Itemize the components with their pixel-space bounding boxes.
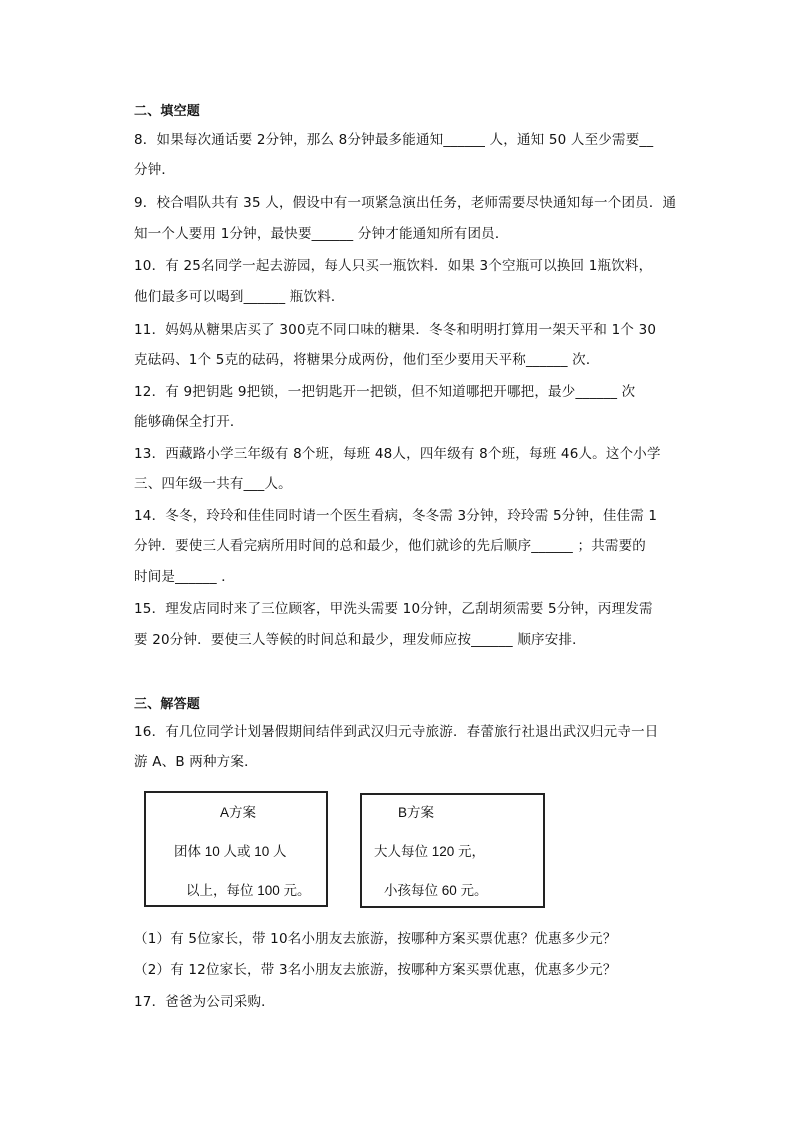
- question-16-line-2: 游 A、B 两种方案．: [134, 754, 258, 770]
- plan-b-box: [360, 793, 545, 908]
- question-15-line-2: 要 20分钟．要使三人等候的时间总和最少，理发师应按______ 顺序安排．: [134, 632, 586, 648]
- plan-a-title: A方案: [220, 805, 257, 820]
- question-8-line-2: 分钟．: [134, 162, 176, 178]
- plan-b-line-2: 小孩每位 60 元。: [384, 883, 488, 898]
- question-12-line-1: 12．有 9把钥匙 9把锁，一把钥匙开一把锁，但不知道哪把开哪把，最少______ 次: [134, 384, 636, 400]
- plan-a-box: [144, 791, 328, 907]
- question-16-line-1: 16．有几位同学计划暑假期间结伴到武汉归元寺旅游．春蕾旅行社退出武汉归元寺一日: [134, 724, 659, 740]
- question-13-line-1: 13．西藏路小学三年级有 8个班，每班 48人，四年级有 8个班，每班 46人。这个小学: [134, 446, 661, 462]
- section-2-heading: 二、填空题: [134, 104, 201, 119]
- plan-b-line-1: 大人每位 120 元，: [374, 844, 486, 859]
- question-17-line-1: 17．爸爸为公司采购．: [134, 994, 275, 1010]
- question-13-line-2: 三、四年级一共有___人。: [134, 476, 292, 492]
- question-16-part-2: （2）有 12位家长，带 3名小朋友去旅游，按哪种方案买票优惠，优惠多少元？: [134, 962, 617, 978]
- question-14-line-2: 分钟．要使三人看完病所用时间的总和最少，他们就诊的先后顺序______ ；共需要的: [134, 538, 646, 554]
- plan-b-title: B方案: [398, 805, 435, 820]
- question-10-line-2: 他们最多可以喝到______ 瓶饮料．: [134, 289, 345, 305]
- question-14-line-3: 时间是______ ．: [134, 569, 235, 585]
- question-16-part-1: （1）有 5位家长，带 10名小朋友去旅游，按哪种方案买票优惠？优惠多少元？: [134, 931, 617, 947]
- question-14-line-1: 14．冬冬，玲玲和佳佳同时请一个医生看病，冬冬需 3分钟，玲玲需 5分钟，佳佳需 1: [134, 508, 658, 524]
- question-10-line-1: 10．有 25名同学一起去游园，每人只买一瓶饮料．如果 3个空瓶可以换回 1瓶饮料，: [134, 258, 653, 274]
- question-9-line-2: 知一个人要用 1分钟，最快要______ 分钟才能通知所有团员．: [134, 226, 509, 242]
- plan-a-line-2: 以上，每位 100 元。: [186, 883, 311, 898]
- plan-a-line-1: 团体 10 人或 10 人: [174, 844, 287, 859]
- question-9-line-1: 9．校合唱队共有 35 人，假设中有一项紧急演出任务，老师需要尽快通知每一个团员．通: [134, 195, 677, 211]
- question-15-line-1: 15．理发店同时来了三位顾客，甲洗头需要 10分钟，乙刮胡须需要 5分钟，丙理发需: [134, 601, 653, 617]
- section-3-heading: 三、解答题: [134, 697, 201, 712]
- question-11-line-2: 克砝码、1个 5克的砝码，将糖果分成两份，他们至少要用天平称______ 次．: [134, 352, 600, 368]
- question-8-line-1: 8．如果每次通话要 2分钟，那么 8分钟最多能通知______ 人，通知 50 人至少需要__: [134, 132, 654, 148]
- question-12-line-2: 能够确保全打开．: [134, 414, 244, 430]
- question-11-line-1: 11．妈妈从糖果店买了 300克不同口味的糖果．冬冬和明明打算用一架天平和 1个 30: [134, 322, 657, 338]
